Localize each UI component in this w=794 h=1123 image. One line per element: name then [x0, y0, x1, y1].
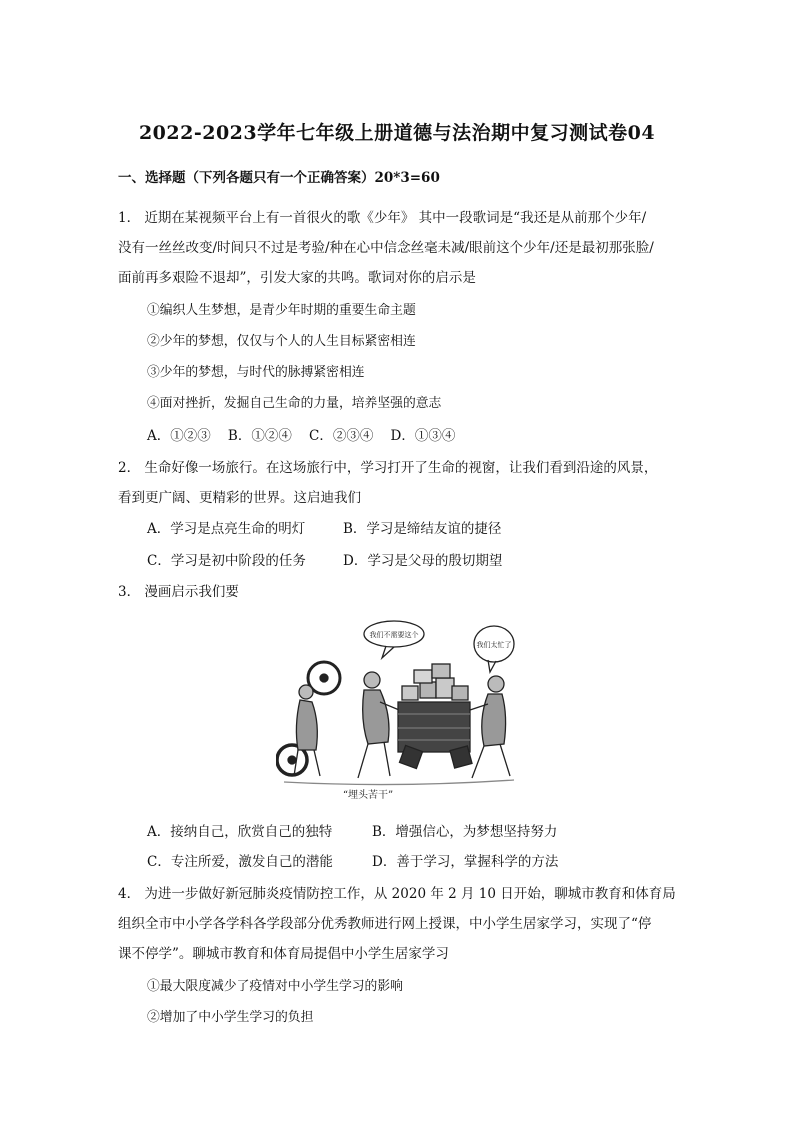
q1-options: A．①②③ B．①②④ C．②③④ D．①③④ — [147, 428, 456, 444]
q4-stem-line-1: 4． 为进一步做好新冠肺炎疫情防控工作，从 2020 年 2 月 10 日开始，聊城市教育和体育局 — [118, 886, 676, 902]
q2-option-a: A．学习是点亮生命的明灯 — [147, 521, 306, 537]
q1-statement-4: ④面对挫折，发掘自己生命的力量，培养坚强的意志 — [147, 396, 442, 411]
q3-option-a: A．接纳自己，欣赏自己的独特 — [147, 824, 333, 840]
q1-stem-line-1: 1． 近期在某视频平台上有一首很火的歌《少年》 其中一段歌词是“我还是从前那个少年/ — [118, 210, 647, 226]
q4-statement-2: ②增加了中小学生学习的负担 — [147, 1010, 314, 1025]
cartoon-bubble-left-text: 我们不需要这个 — [369, 631, 419, 639]
q3-option-d: D．善于学习，掌握科学的方法 — [372, 854, 559, 870]
q4-stem-line-3: 课不停学”。聊城市教育和体育局提倡中小学生居家学习 — [118, 946, 449, 962]
q3-stem: 3． 漫画启示我们要 — [118, 584, 239, 600]
q3-option-c: C．专注所爱，激发自己的潜能 — [147, 854, 333, 870]
q2-stem-line-2: 看到更广阔、更精彩的世界。这启迪我们 — [118, 490, 361, 506]
q2-option-d: D．学习是父母的殷切期望 — [343, 553, 503, 569]
q2-stem-line-1: 2． 生命好像一场旅行。在这场旅行中，学习打开了生命的视窗，让我们看到沿途的风景， — [118, 460, 658, 476]
q4-statement-1: ①最大限度减少了疫情对中小学生学习的影响 — [147, 979, 403, 994]
q1-statement-3: ③少年的梦想，与时代的脉搏紧密相连 — [147, 365, 365, 380]
q3-option-b: B．增强信心，为梦想坚持努力 — [372, 824, 558, 840]
q1-stem-line-2: 没有一丝丝改变/时间只不过是考验/种在心中信念丝毫未减/眼前这个少年/还是最初那张脸/ — [118, 240, 654, 256]
q1-stem-line-3: 面前再多艰险不退却”，引发大家的共鸣。歌词对你的启示是 — [118, 270, 476, 286]
section-heading: 一、选择题（下列各题只有一个正确答案）20*3=60 — [118, 170, 440, 186]
q2-option-c: C．学习是初中阶段的任务 — [147, 553, 306, 569]
cartoon-caption: “埋头苦干” — [342, 790, 394, 801]
q1-statement-2: ②少年的梦想，仅仅与个人的人生目标紧密相连 — [147, 334, 416, 349]
cartoon-bubble-right-text: 我们太忙了 — [476, 641, 512, 649]
page-title: 2022-2023学年七年级上册道德与法治期中复习测试卷04 — [138, 122, 656, 144]
q4-stem-line-2: 组织全市中小学各学科各学段部分优秀教师进行网上授课，中小学生居家学习，实现了“停 — [118, 916, 652, 932]
q1-statement-1: ①编织人生梦想，是青少年时期的重要生命主题 — [147, 303, 416, 318]
cartoon-illustration — [276, 616, 520, 802]
q2-option-b: B．学习是缔结友谊的捷径 — [343, 521, 502, 537]
